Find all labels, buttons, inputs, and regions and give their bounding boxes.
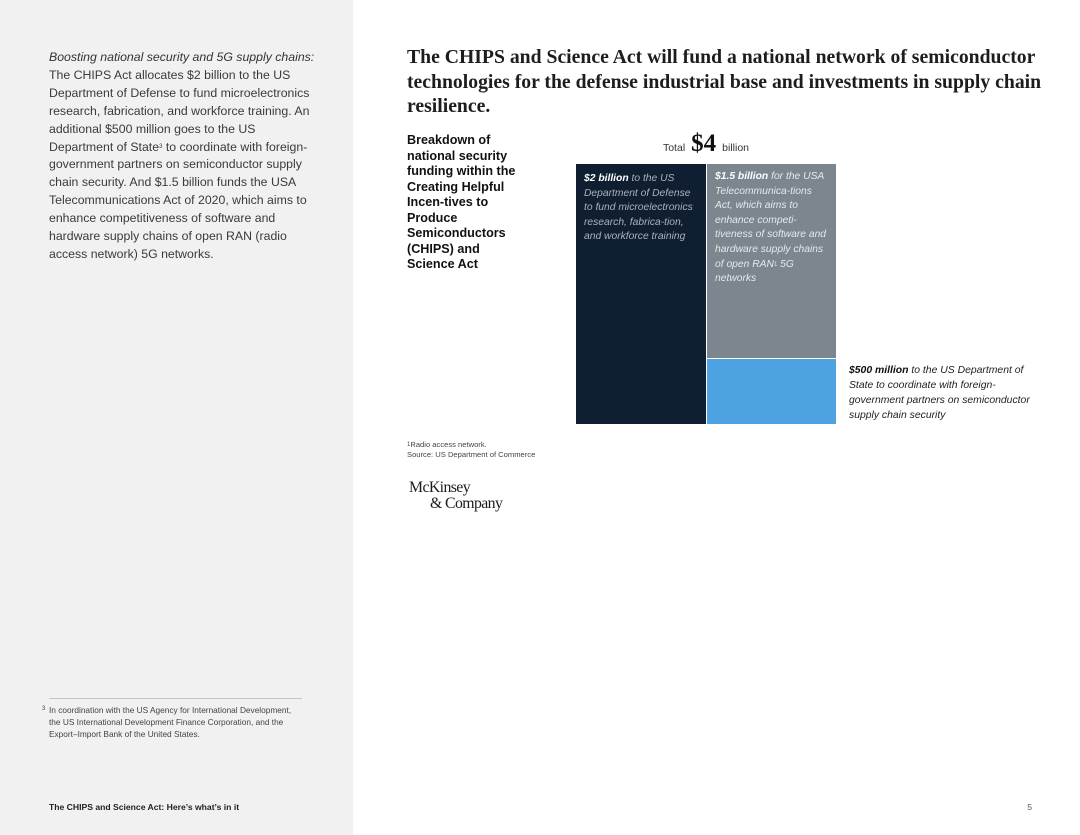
sidebar-footnote-text: In coordination with the US Agency for International Development, the US International Development Finance Corporation, and the Export–Import Bank of the United States.: [49, 705, 292, 739]
total-label: Total: [662, 142, 686, 154]
chart-notes: [407, 440, 535, 461]
chart-footnote: [407, 440, 535, 450]
sidebar-footnote: [42, 705, 302, 740]
block-text-telecom: for the USA Telecommunica-tions Act, which aims to enhance competi-tiveness of software and hardware supply chains of open RAN: [715, 171, 827, 270]
mckinsey-logo: [409, 480, 502, 511]
chart-footnote-text: Radio access network.: [410, 440, 487, 449]
total-value: $4: [691, 130, 717, 157]
block-footnote-ref: 1: [773, 261, 778, 268]
total-unit: billion: [722, 142, 750, 154]
block-amount-telecom: $1.5 billion: [715, 171, 769, 182]
sidebar-footnote-mark: 3: [42, 706, 46, 712]
treemap-block-state: [707, 359, 836, 424]
page-number: 5: [1027, 802, 1032, 812]
block-text-telecom-2: 5G networks: [715, 258, 794, 285]
block-amount-defense: $2 billion: [584, 173, 629, 184]
block-label-defense: [584, 172, 696, 245]
logo-line-1: McKinsey: [409, 479, 471, 496]
chart-source: Source: US Department of Commerce: [407, 450, 536, 460]
block-text-state: to the US Department of State to coordinate with foreign-government partners on semiconductor supply chain security: [849, 365, 1030, 421]
block-label-state: [849, 363, 1034, 423]
sidebar-footnote-ref: 3: [159, 143, 163, 150]
sidebar-body-part-1: The CHIPS Act allocates $2 billion to the US Department of Defense to fund microelectronics research, fabrication, and workforce training. An additional $500 million goes to the US Department of State: [49, 67, 310, 154]
footnote-divider: [49, 698, 302, 699]
block-text-defense: to the US Department of Defense to fund microelectronics research, fabrica-tion, and workforce training: [584, 173, 693, 243]
chart-total: [576, 130, 836, 160]
sidebar-lead: Boosting national security and 5G supply chains:: [49, 50, 315, 64]
chart-footnote-mark: 1: [407, 442, 411, 448]
footer-report-title: The CHIPS and Science Act: Here’s what’s in it: [49, 802, 240, 812]
chart-title: Breakdown of national security funding within the Creating Helpful Incen-tives to Produce Semiconductors (CHIPS) and Science Act: [407, 133, 516, 271]
block-label-telecom: [715, 170, 830, 287]
sidebar-paragraph: [49, 49, 317, 264]
logo-line-2: & Company: [430, 494, 503, 512]
sidebar-body-part-2: to coordinate with foreign-government partners on semiconductor supply chain security. And $1.5 billion funds the USA Telecommunications Act of 2020, which aims to enhance competitiveness of software and hardware supply chains of open RAN (radio access network) 5G networks.: [49, 139, 308, 261]
sidebar-panel: [0, 0, 353, 835]
block-amount-state: $500 million: [849, 365, 909, 376]
page-headline: The CHIPS and Science Act will fund a national network of semiconductor technologies for the defense industrial base and investments in supply chain resilience.: [407, 46, 1042, 118]
